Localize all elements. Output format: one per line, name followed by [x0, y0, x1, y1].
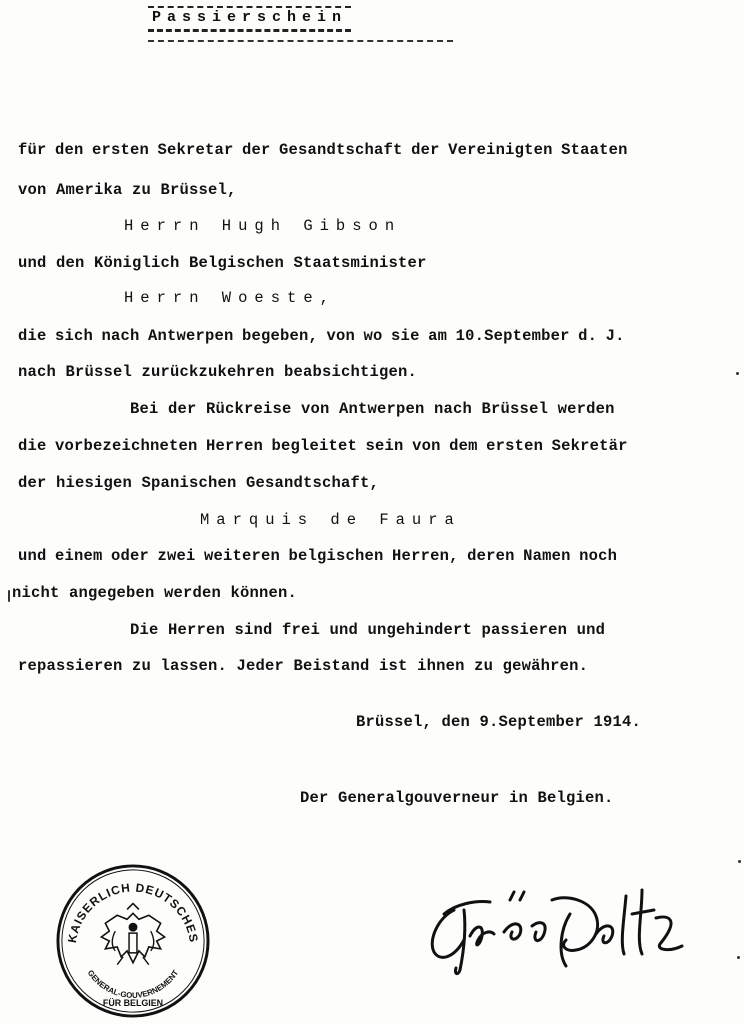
seal-top-text: KAISERLICH DEUTSCHES [64, 880, 202, 944]
text-line-4: und den Königlich Belgischen Staatsminister [18, 254, 427, 272]
text-line-6: die sich nach Antwerpen begeben, von wo sie am 10.September d. J. [18, 327, 625, 345]
text-line-13: nicht angegeben werden können. [12, 584, 298, 602]
svg-text:GENERAL-GOUVERNEMENT [86, 968, 181, 1000]
eagle-emblem-icon [101, 903, 164, 964]
text-line-15: repassieren zu lassen. Jeder Beistand ist ihnen zu gewähren. [18, 657, 589, 675]
scan-speck [737, 956, 740, 959]
text-line-2: von Amerika zu Brüssel, [18, 181, 237, 199]
svg-text:KAISERLICH DEUTSCHES [65, 881, 201, 944]
seal-bottom-text: GENERAL-GOUVERNEMENT [85, 968, 181, 1000]
text-line-7: nach Brüssel zurückzukehren beabsichtigen. [18, 363, 418, 381]
text-line-woeste: Herrn Woeste, [124, 289, 336, 307]
issuing-authority: Der Generalgouverneur in Belgien. [300, 789, 614, 807]
scan-mark [8, 590, 10, 602]
handwritten-signature [420, 870, 690, 980]
seal-footer-text: FÜR BELGIEN [102, 998, 164, 1009]
text-line-8: Bei der Rückreise von Antwerpen nach Brüssel werden [130, 400, 615, 418]
text-line-1: für den ersten Sekretar der Gesandtschaft der Vereinigten Staaten [18, 141, 628, 159]
place-date: Brüssel, den 9.September 1914. [356, 713, 642, 731]
text-line-faura: Marquis de Faura [200, 511, 461, 529]
text-line-9: die vorbezeichneten Herren begleitet sein von dem ersten Sekretär [18, 437, 628, 455]
title-underline [148, 40, 453, 42]
document-title: Passierschein [148, 6, 351, 32]
text-line-10: der hiesigen Spanischen Gesandtschaft, [18, 474, 380, 492]
text-line-12: und einem oder zwei weiteren belgischen Herren, deren Namen noch [18, 547, 618, 565]
text-line-14: Die Herren sind frei und ungehindert passieren und [130, 621, 606, 639]
scan-speck [736, 372, 739, 375]
text-line-gibson: Herrn Hugh Gibson [124, 217, 402, 235]
scan-speck [738, 860, 741, 863]
official-seal-stamp [54, 862, 212, 1020]
